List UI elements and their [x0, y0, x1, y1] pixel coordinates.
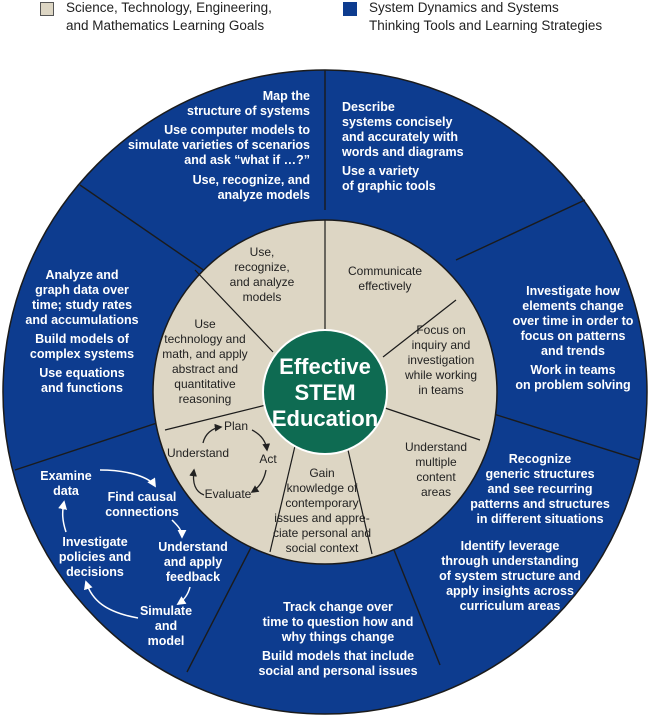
svg-text:abstract and: abstract and — [171, 362, 239, 376]
svg-text:reasoning: reasoning — [178, 392, 232, 406]
svg-text:structure of systems: structure of systems — [187, 104, 310, 118]
cycle-feedback-3: feedback — [165, 570, 221, 584]
svg-text:patterns and structures: patterns and structures — [470, 497, 610, 511]
svg-text:content: content — [416, 470, 456, 484]
cycle-plan-label: Plan — [223, 419, 249, 433]
cycle-causal-2: connections — [105, 505, 179, 519]
legend-systems-label: System Dynamics and Systems Thinking Tools and Learning Strategies — [369, 0, 603, 33]
svg-text:of system structure and: of system structure and — [439, 569, 581, 583]
svg-text:analyze models: analyze models — [217, 188, 310, 202]
svg-text:apply insights across: apply insights across — [446, 584, 574, 598]
svg-text:multiple: multiple — [415, 455, 457, 469]
svg-text:complex systems: complex systems — [29, 347, 135, 361]
svg-text:focus on patterns: focus on patterns — [520, 329, 626, 343]
svg-text:and trends: and trends — [541, 344, 605, 358]
svg-text:investigation: investigation — [407, 353, 475, 367]
outer-investigate-change — [513, 284, 634, 392]
svg-text:time to question how and: time to question how and — [262, 615, 414, 629]
svg-text:why things change: why things change — [281, 630, 395, 644]
svg-text:curriculum areas: curriculum areas — [459, 599, 561, 613]
svg-text:math, and apply: math, and apply — [162, 347, 248, 361]
svg-text:Understand: Understand — [404, 440, 468, 454]
svg-text:quantitative: quantitative — [174, 377, 236, 391]
svg-text:and analyze: and analyze — [229, 275, 295, 289]
cycle-policies-1: Investigate — [62, 535, 128, 549]
center-line-2: STEM — [294, 380, 356, 405]
svg-text:Track change over: Track change over — [283, 600, 393, 614]
svg-text:Analyze and: Analyze and — [45, 268, 119, 282]
svg-text:on problem solving: on problem solving — [515, 378, 631, 392]
svg-text:recognize,: recognize, — [234, 260, 290, 274]
svg-text:Use equations: Use equations — [39, 366, 125, 380]
cycle-causal-1: Find causal — [107, 490, 177, 504]
svg-text:graph data over: graph data over — [35, 283, 129, 297]
cycle-simulate-2: and — [154, 619, 178, 633]
inner-communicate — [348, 264, 422, 293]
center-line-1: Effective — [279, 354, 371, 379]
svg-text:Map the: Map the — [262, 89, 310, 103]
cycle-act-label: Act — [259, 452, 277, 466]
svg-text:Describe: Describe — [342, 100, 395, 114]
svg-text:in teams: in teams — [418, 383, 464, 397]
svg-text:Communicate: Communicate — [347, 264, 423, 278]
svg-text:Use, recognize, and: Use, recognize, and — [192, 173, 310, 187]
cycle-policies-2: policies and — [58, 550, 132, 564]
svg-text:elements change: elements change — [522, 299, 624, 313]
svg-text:models: models — [242, 290, 282, 304]
svg-text:Use computer models to: Use computer models to — [164, 123, 310, 137]
svg-text:Use,: Use, — [249, 245, 275, 259]
svg-text:simulate varieties of scenario: simulate varieties of scenarios — [127, 138, 310, 152]
svg-text:Focus on: Focus on — [416, 323, 466, 337]
cycle-understand-label: Understand — [166, 446, 230, 460]
cycle-examine-data-1: Examine — [40, 469, 92, 483]
svg-text:ciate personal and: ciate personal and — [272, 526, 372, 540]
svg-text:in different situations: in different situations — [476, 512, 604, 526]
svg-text:and see recurring: and see recurring — [487, 482, 593, 496]
svg-text:words and diagrams: words and diagrams — [342, 145, 464, 159]
svg-text:social context: social context — [285, 541, 359, 555]
svg-text:and accumulations: and accumulations — [25, 313, 139, 327]
svg-text:knowledge of: knowledge of — [286, 481, 358, 495]
cycle-simulate-3: model — [147, 634, 185, 648]
legend-stem-label: Science, Technology, Engineering, and Mathematics Learning Goals — [66, 0, 272, 33]
outer-analyze-graph — [25, 268, 138, 395]
svg-text:generic structures: generic structures — [485, 467, 595, 481]
svg-text:time; study rates: time; study rates — [31, 298, 133, 312]
svg-text:Build models that include: Build models that include — [261, 649, 415, 663]
svg-text:technology and: technology and — [164, 332, 246, 346]
svg-text:through understanding: through understanding — [441, 554, 579, 568]
svg-text:contemporary: contemporary — [285, 496, 359, 510]
svg-text:social and personal issues: social and personal issues — [258, 664, 418, 678]
svg-text:systems concisely: systems concisely — [342, 115, 453, 129]
svg-text:Identify leverage: Identify leverage — [460, 539, 560, 553]
cycle-simulate-1: Simulate — [139, 604, 193, 618]
svg-text:Use a variety: Use a variety — [342, 164, 420, 178]
svg-text:issues and appre-: issues and appre- — [274, 511, 370, 525]
svg-text:Work in teams: Work in teams — [530, 363, 616, 377]
cycle-policies-3: decisions — [66, 565, 124, 579]
center-line-3: Education — [271, 406, 379, 431]
svg-text:and functions: and functions — [41, 381, 123, 395]
svg-text:and ask “what if …?”: and ask “what if …?” — [184, 153, 310, 167]
svg-text:while working: while working — [404, 368, 478, 382]
cycle-feedback-1: Understand — [158, 540, 228, 554]
svg-text:Use: Use — [194, 317, 216, 331]
cycle-evaluate-label: Evaluate — [204, 487, 252, 501]
cycle-feedback-2: and apply — [163, 555, 223, 569]
svg-text:Recognize: Recognize — [508, 452, 572, 466]
svg-text:effectively: effectively — [358, 279, 412, 293]
svg-text:Investigate how: Investigate how — [526, 284, 620, 298]
svg-text:Gain: Gain — [309, 466, 335, 480]
svg-text:Build models of: Build models of — [35, 332, 129, 346]
cycle-examine-data-2: data — [53, 484, 79, 498]
svg-text:over time in order to: over time in order to — [512, 314, 634, 328]
svg-text:of graphic tools: of graphic tools — [342, 179, 436, 193]
svg-text:areas: areas — [420, 485, 452, 499]
svg-text:inquiry and: inquiry and — [411, 338, 471, 352]
svg-text:and accurately with: and accurately with — [342, 130, 459, 144]
